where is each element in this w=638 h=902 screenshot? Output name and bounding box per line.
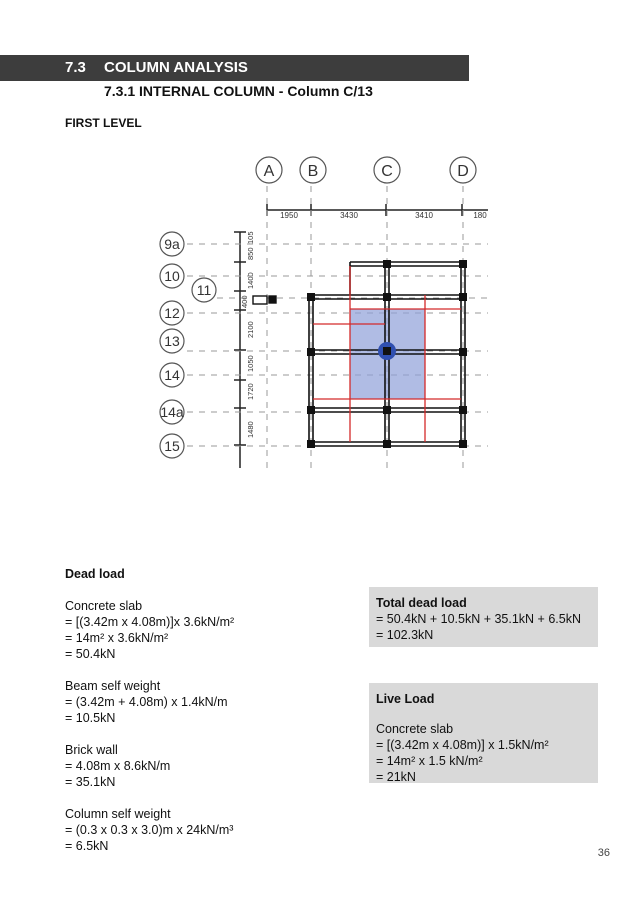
dead-load-heading: Dead load [65,567,125,581]
dimension-y: 850 [246,247,255,260]
beam-self-weight-block [65,678,355,726]
grid-letter: B [307,163,319,180]
calc-line: = [(3.42m x 4.08m)] x 1.5kN/m² [376,738,549,752]
grid-number: 10 [164,268,180,284]
grid-number: 11 [196,282,212,298]
calc-line: = 35.1kN [65,775,116,789]
calc-line: = [(3.42m x 4.08m)]x 3.6kN/m² [65,615,235,629]
dimension-y: 1400 [246,272,255,289]
floor-plan-drawing [150,150,490,475]
calc-line: = 4.08m x 8.6kN/m [65,759,171,773]
section-number: 7.3 [65,59,86,76]
dimension-y: 1050 [246,355,255,372]
live-load-box [369,683,598,783]
calc-line: Concrete slab [376,722,454,736]
grid-letter: D [457,163,469,180]
grid-number: 13 [164,333,180,349]
dimension-x: 1950 [280,211,298,220]
dimension-y: 1480 [246,421,255,438]
calc-line: Column self weight [65,807,171,821]
dimension-y: 105 [246,231,255,244]
grid-letter: C [381,163,393,180]
page-number: 36 [597,847,610,859]
calc-line: Brick wall [65,743,118,757]
calc-line: Beam self weight [65,679,161,693]
calc-line: = 14m² x 1.5 kN/m² [376,754,483,768]
calc-line: = 14m² x 3.6kN/m² [65,631,169,645]
brick-wall-block [65,742,355,790]
total-dead-load-box [369,587,598,647]
dimension-x: 3430 [340,211,358,220]
section-title: COLUMN ANALYSIS [104,59,248,76]
calc-line: = 102.3kN [376,628,434,642]
column-self-weight-block [65,806,355,854]
calc-line: = 50.4kN + 10.5kN + 35.1kN + 6.5kN [376,612,581,626]
calc-line: = (3.42m + 4.08m) x 1.4kN/m [65,695,228,709]
live-load-title: Live Load [376,692,435,706]
concrete-slab-block [65,598,355,662]
calc-line: = 50.4kN [65,647,116,661]
level-label: FIRST LEVEL [65,116,142,130]
calc-line: = 6.5kN [65,839,109,853]
calc-line: Concrete slab [65,599,143,613]
grid-number: 14a [160,404,184,420]
calc-line: = 21kN [376,770,416,784]
calc-line: = 10.5kN [65,711,116,725]
dimension-x: 3410 [415,211,433,220]
subsection-title: 7.3.1 INTERNAL COLUMN - Column C/13 [104,83,373,99]
grid-number: 15 [164,438,180,454]
dimension-x: 180 [473,211,487,220]
grid-number: 14 [164,367,180,383]
grid-letter: A [263,163,275,180]
calc-line: = (0.3 x 0.3 x 3.0)m x 24kN/m³ [65,823,234,837]
grid-number: 12 [164,305,180,321]
grid-number: 9a [164,236,180,252]
section-header-band [0,55,469,81]
dead-load-section [65,566,355,870]
total-dead-load-title: Total dead load [376,596,467,610]
dimension-y: 1720 [246,383,255,400]
dimension-y: 2100 [246,321,255,338]
dimension-y: 400 [240,295,249,308]
